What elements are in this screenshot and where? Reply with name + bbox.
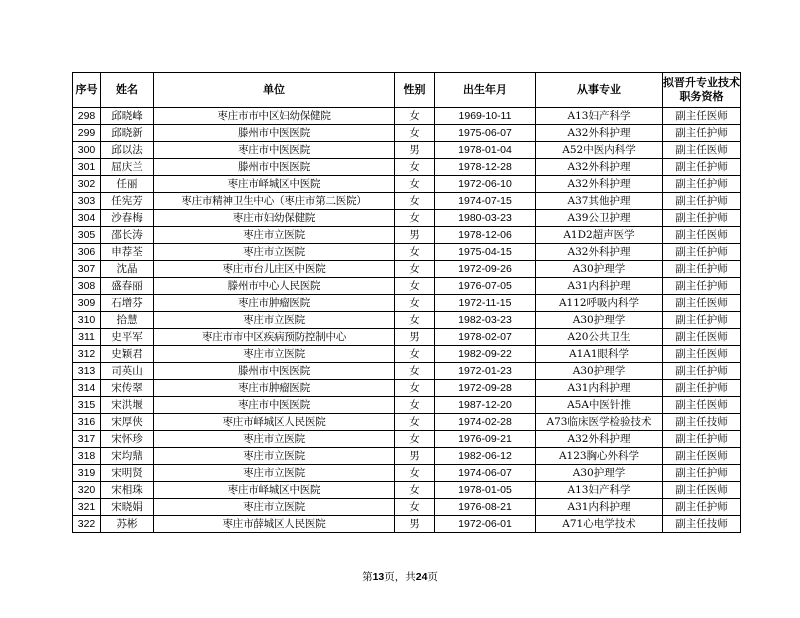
cell-index: 316 bbox=[73, 414, 101, 431]
cell-birth-date: 1978-12-06 bbox=[435, 227, 536, 244]
cell-unit: 枣庄市立医院 bbox=[154, 227, 395, 244]
cell-unit: 枣庄市峄城区人民医院 bbox=[154, 414, 395, 431]
cell-specialty: A30护理学 bbox=[536, 312, 663, 329]
cell-birth-date: 1976-09-21 bbox=[435, 431, 536, 448]
footer-suffix: 页 bbox=[427, 571, 438, 583]
cell-index: 309 bbox=[73, 295, 101, 312]
cell-specialty: A32外科护理 bbox=[536, 176, 663, 193]
col-header-birth: 出生年月 bbox=[435, 73, 536, 108]
cell-qualification: 副主任医师 bbox=[663, 397, 741, 414]
cell-qualification: 副主任护师 bbox=[663, 261, 741, 278]
table-row bbox=[73, 414, 741, 431]
cell-index: 298 bbox=[73, 108, 101, 125]
cell-name: 申荐荃 bbox=[101, 244, 154, 261]
cell-specialty: A37其他护理 bbox=[536, 193, 663, 210]
cell-specialty: A112呼吸内科学 bbox=[536, 295, 663, 312]
footer-mid: 页，共 bbox=[384, 571, 416, 583]
table-row bbox=[73, 227, 741, 244]
table-row bbox=[73, 482, 741, 499]
table-row bbox=[73, 261, 741, 278]
table-row bbox=[73, 142, 741, 159]
cell-gender: 女 bbox=[395, 278, 435, 295]
cell-specialty: A123胸心外科学 bbox=[536, 448, 663, 465]
cell-qualification: 副主任护师 bbox=[663, 193, 741, 210]
cell-gender: 男 bbox=[395, 448, 435, 465]
cell-unit: 枣庄市肿瘤医院 bbox=[154, 295, 395, 312]
cell-specialty: A73临床医学检验技术 bbox=[536, 414, 663, 431]
cell-qualification: 副主任护师 bbox=[663, 431, 741, 448]
cell-qualification: 副主任护师 bbox=[663, 159, 741, 176]
cell-gender: 男 bbox=[395, 516, 435, 533]
cell-unit: 枣庄市肿瘤医院 bbox=[154, 380, 395, 397]
cell-gender: 女 bbox=[395, 380, 435, 397]
cell-specialty: A71心电学技术 bbox=[536, 516, 663, 533]
col-header-specialty: 从事专业 bbox=[536, 73, 663, 108]
cell-name: 邱以法 bbox=[101, 142, 154, 159]
table-row bbox=[73, 278, 741, 295]
cell-qualification: 副主任医师 bbox=[663, 227, 741, 244]
cell-unit: 枣庄市中医医院 bbox=[154, 397, 395, 414]
cell-qualification: 副主任医师 bbox=[663, 108, 741, 125]
cell-qualification: 副主任医师 bbox=[663, 142, 741, 159]
cell-gender: 女 bbox=[395, 176, 435, 193]
cell-gender: 男 bbox=[395, 227, 435, 244]
cell-unit: 枣庄市立医院 bbox=[154, 431, 395, 448]
footer-total-pages: 24 bbox=[415, 571, 428, 583]
cell-specialty: A5A中医针推 bbox=[536, 397, 663, 414]
table-row bbox=[73, 125, 741, 142]
footer-prefix: 第 bbox=[362, 571, 373, 583]
cell-gender: 女 bbox=[395, 312, 435, 329]
cell-name: 拾慧 bbox=[101, 312, 154, 329]
cell-gender: 女 bbox=[395, 414, 435, 431]
cell-index: 314 bbox=[73, 380, 101, 397]
cell-qualification: 副主任技师 bbox=[663, 414, 741, 431]
cell-specialty: A52中医内科学 bbox=[536, 142, 663, 159]
cell-qualification: 副主任医师 bbox=[663, 482, 741, 499]
page-footer bbox=[0, 569, 800, 584]
cell-index: 321 bbox=[73, 499, 101, 516]
cell-index: 303 bbox=[73, 193, 101, 210]
cell-gender: 女 bbox=[395, 210, 435, 227]
cell-birth-date: 1978-01-04 bbox=[435, 142, 536, 159]
cell-name: 宋晓娟 bbox=[101, 499, 154, 516]
table-row bbox=[73, 295, 741, 312]
cell-qualification: 副主任护师 bbox=[663, 176, 741, 193]
cell-unit: 枣庄市薛城区人民医院 bbox=[154, 516, 395, 533]
cell-birth-date: 1972-01-23 bbox=[435, 363, 536, 380]
table-row bbox=[73, 499, 741, 516]
col-header-gender: 性别 bbox=[395, 73, 435, 108]
cell-birth-date: 1975-04-15 bbox=[435, 244, 536, 261]
cell-name: 宋传翠 bbox=[101, 380, 154, 397]
cell-index: 319 bbox=[73, 465, 101, 482]
cell-gender: 女 bbox=[395, 499, 435, 516]
footer-page-number: 13 bbox=[372, 571, 385, 583]
cell-index: 307 bbox=[73, 261, 101, 278]
cell-index: 306 bbox=[73, 244, 101, 261]
cell-gender: 女 bbox=[395, 346, 435, 363]
cell-gender: 女 bbox=[395, 482, 435, 499]
cell-unit: 枣庄市峄城区中医院 bbox=[154, 176, 395, 193]
cell-unit: 枣庄市妇幼保健院 bbox=[154, 210, 395, 227]
cell-qualification: 副主任护师 bbox=[663, 380, 741, 397]
cell-gender: 女 bbox=[395, 465, 435, 482]
cell-specialty: A13妇产科学 bbox=[536, 108, 663, 125]
cell-name: 司英山 bbox=[101, 363, 154, 380]
cell-birth-date: 1969-10-11 bbox=[435, 108, 536, 125]
cell-index: 318 bbox=[73, 448, 101, 465]
cell-specialty: A31内科护理 bbox=[536, 499, 663, 516]
cell-specialty: A30护理学 bbox=[536, 363, 663, 380]
cell-name: 盛春丽 bbox=[101, 278, 154, 295]
cell-birth-date: 1974-06-07 bbox=[435, 465, 536, 482]
cell-birth-date: 1972-06-01 bbox=[435, 516, 536, 533]
cell-birth-date: 1980-03-23 bbox=[435, 210, 536, 227]
table-row bbox=[73, 329, 741, 346]
cell-name: 邱晓新 bbox=[101, 125, 154, 142]
cell-birth-date: 1982-06-12 bbox=[435, 448, 536, 465]
table-row bbox=[73, 465, 741, 482]
roster-table bbox=[72, 72, 741, 533]
cell-name: 宋洪堰 bbox=[101, 397, 154, 414]
cell-name: 邱晓峰 bbox=[101, 108, 154, 125]
cell-specialty: A39公卫护理 bbox=[536, 210, 663, 227]
cell-name: 任丽 bbox=[101, 176, 154, 193]
cell-gender: 女 bbox=[395, 159, 435, 176]
cell-gender: 女 bbox=[395, 244, 435, 261]
cell-birth-date: 1972-09-26 bbox=[435, 261, 536, 278]
cell-birth-date: 1975-06-07 bbox=[435, 125, 536, 142]
cell-birth-date: 1978-12-28 bbox=[435, 159, 536, 176]
table-row bbox=[73, 312, 741, 329]
cell-index: 310 bbox=[73, 312, 101, 329]
cell-specialty: A32外科护理 bbox=[536, 244, 663, 261]
cell-qualification: 副主任医师 bbox=[663, 329, 741, 346]
cell-qualification: 副主任护师 bbox=[663, 210, 741, 227]
cell-gender: 女 bbox=[395, 431, 435, 448]
cell-unit: 枣庄市精神卫生中心（枣庄市第二医院） bbox=[154, 193, 395, 210]
cell-name: 宋怀珍 bbox=[101, 431, 154, 448]
cell-qualification: 副主任医师 bbox=[663, 346, 741, 363]
col-header-qualification: 拟晋升专业技术职务资格 bbox=[663, 73, 741, 108]
cell-unit: 滕州市中医医院 bbox=[154, 159, 395, 176]
cell-gender: 女 bbox=[395, 193, 435, 210]
cell-unit: 枣庄市立医院 bbox=[154, 465, 395, 482]
cell-specialty: A13妇产科学 bbox=[536, 482, 663, 499]
cell-name: 宋均鼎 bbox=[101, 448, 154, 465]
cell-birth-date: 1972-11-15 bbox=[435, 295, 536, 312]
cell-qualification: 副主任护师 bbox=[663, 278, 741, 295]
table-row bbox=[73, 448, 741, 465]
cell-unit: 枣庄市立医院 bbox=[154, 244, 395, 261]
cell-name: 石增芬 bbox=[101, 295, 154, 312]
table-row bbox=[73, 346, 741, 363]
cell-unit: 枣庄市立医院 bbox=[154, 312, 395, 329]
cell-name: 史平军 bbox=[101, 329, 154, 346]
cell-unit: 枣庄市立医院 bbox=[154, 448, 395, 465]
cell-index: 315 bbox=[73, 397, 101, 414]
cell-unit: 枣庄市台儿庄区中医院 bbox=[154, 261, 395, 278]
cell-index: 300 bbox=[73, 142, 101, 159]
cell-qualification: 副主任医师 bbox=[663, 448, 741, 465]
cell-unit: 枣庄市峄城区中医院 bbox=[154, 482, 395, 499]
cell-name: 史颖君 bbox=[101, 346, 154, 363]
cell-specialty: A1D2超声医学 bbox=[536, 227, 663, 244]
cell-birth-date: 1976-07-05 bbox=[435, 278, 536, 295]
cell-index: 302 bbox=[73, 176, 101, 193]
cell-index: 304 bbox=[73, 210, 101, 227]
cell-birth-date: 1982-03-23 bbox=[435, 312, 536, 329]
cell-specialty: A30护理学 bbox=[536, 261, 663, 278]
cell-birth-date: 1974-02-28 bbox=[435, 414, 536, 431]
table-row bbox=[73, 108, 741, 125]
cell-gender: 男 bbox=[395, 329, 435, 346]
cell-name: 沈晶 bbox=[101, 261, 154, 278]
cell-gender: 女 bbox=[395, 295, 435, 312]
cell-index: 313 bbox=[73, 363, 101, 380]
cell-name: 任宪芳 bbox=[101, 193, 154, 210]
col-header-unit: 单位 bbox=[154, 73, 395, 108]
cell-unit: 枣庄市中医医院 bbox=[154, 142, 395, 159]
table-row bbox=[73, 397, 741, 414]
cell-gender: 男 bbox=[395, 142, 435, 159]
cell-index: 317 bbox=[73, 431, 101, 448]
cell-index: 308 bbox=[73, 278, 101, 295]
table-row bbox=[73, 193, 741, 210]
cell-specialty: A32外科护理 bbox=[536, 431, 663, 448]
cell-qualification: 副主任护师 bbox=[663, 312, 741, 329]
table-row bbox=[73, 431, 741, 448]
cell-index: 322 bbox=[73, 516, 101, 533]
cell-index: 320 bbox=[73, 482, 101, 499]
cell-unit: 枣庄市立医院 bbox=[154, 346, 395, 363]
cell-name: 沙春梅 bbox=[101, 210, 154, 227]
cell-specialty: A32外科护理 bbox=[536, 125, 663, 142]
cell-qualification: 副主任医师 bbox=[663, 295, 741, 312]
cell-specialty: A20公共卫生 bbox=[536, 329, 663, 346]
cell-qualification: 副主任护师 bbox=[663, 465, 741, 482]
cell-unit: 枣庄市立医院 bbox=[154, 499, 395, 516]
table-row bbox=[73, 244, 741, 261]
table-row bbox=[73, 210, 741, 227]
cell-index: 311 bbox=[73, 329, 101, 346]
cell-qualification: 副主任护师 bbox=[663, 499, 741, 516]
cell-gender: 女 bbox=[395, 261, 435, 278]
cell-name: 宋相珠 bbox=[101, 482, 154, 499]
header-row bbox=[73, 73, 741, 108]
cell-specialty: A1A1眼科学 bbox=[536, 346, 663, 363]
cell-unit: 滕州市中医医院 bbox=[154, 125, 395, 142]
cell-birth-date: 1978-01-05 bbox=[435, 482, 536, 499]
cell-qualification: 副主任护师 bbox=[663, 244, 741, 261]
cell-birth-date: 1972-09-28 bbox=[435, 380, 536, 397]
cell-specialty: A31内科护理 bbox=[536, 278, 663, 295]
cell-birth-date: 1976-08-21 bbox=[435, 499, 536, 516]
cell-qualification: 副主任技师 bbox=[663, 516, 741, 533]
cell-name: 邵长涛 bbox=[101, 227, 154, 244]
col-header-index: 序号 bbox=[73, 73, 101, 108]
cell-specialty: A30护理学 bbox=[536, 465, 663, 482]
cell-birth-date: 1974-07-15 bbox=[435, 193, 536, 210]
cell-specialty: A31内科护理 bbox=[536, 380, 663, 397]
table-row bbox=[73, 159, 741, 176]
cell-unit: 枣庄市市中区疾病预防控制中心 bbox=[154, 329, 395, 346]
cell-gender: 女 bbox=[395, 108, 435, 125]
table-row bbox=[73, 363, 741, 380]
cell-qualification: 副主任护师 bbox=[663, 363, 741, 380]
cell-name: 苏彬 bbox=[101, 516, 154, 533]
cell-index: 305 bbox=[73, 227, 101, 244]
cell-index: 312 bbox=[73, 346, 101, 363]
cell-name: 宋明贤 bbox=[101, 465, 154, 482]
cell-gender: 女 bbox=[395, 397, 435, 414]
cell-unit: 枣庄市市中区妇幼保健院 bbox=[154, 108, 395, 125]
cell-index: 301 bbox=[73, 159, 101, 176]
cell-specialty: A32外科护理 bbox=[536, 159, 663, 176]
table-row bbox=[73, 380, 741, 397]
table-row bbox=[73, 516, 741, 533]
cell-name: 屈庆兰 bbox=[101, 159, 154, 176]
cell-unit: 滕州市中心人民医院 bbox=[154, 278, 395, 295]
col-header-name: 姓名 bbox=[101, 73, 154, 108]
cell-gender: 女 bbox=[395, 125, 435, 142]
cell-birth-date: 1987-12-20 bbox=[435, 397, 536, 414]
cell-birth-date: 1972-06-10 bbox=[435, 176, 536, 193]
table-row bbox=[73, 176, 741, 193]
cell-index: 299 bbox=[73, 125, 101, 142]
cell-gender: 女 bbox=[395, 363, 435, 380]
cell-name: 宋厚侠 bbox=[101, 414, 154, 431]
cell-qualification: 副主任护师 bbox=[663, 125, 741, 142]
cell-unit: 滕州市中医医院 bbox=[154, 363, 395, 380]
cell-birth-date: 1978-02-07 bbox=[435, 329, 536, 346]
cell-birth-date: 1982-09-22 bbox=[435, 346, 536, 363]
